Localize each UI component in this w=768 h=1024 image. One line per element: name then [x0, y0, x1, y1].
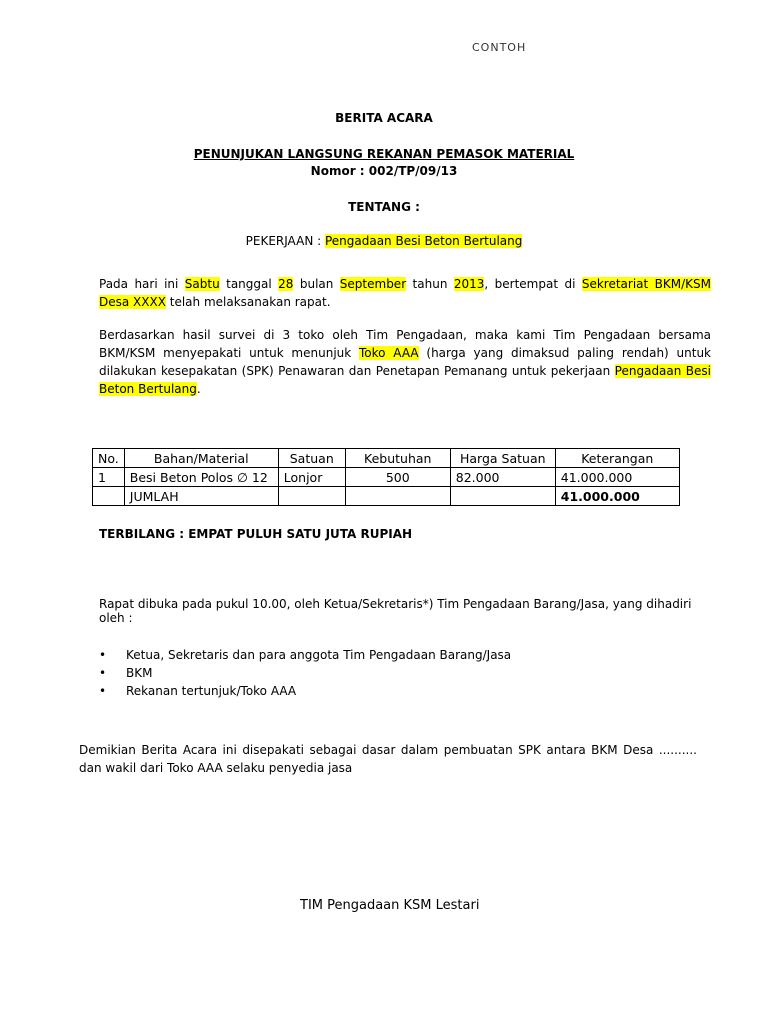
- table-cell: [345, 487, 450, 506]
- work-highlight: Pengadaan Besi Beton Bertulang: [99, 364, 711, 396]
- table-cell: [278, 487, 345, 506]
- bullet-icon: •: [99, 648, 107, 662]
- day-highlight: Sabtu: [184, 277, 220, 291]
- table-header-cell: Keterangan: [555, 449, 679, 468]
- watermark-label: CONTOH: [472, 41, 527, 54]
- table-cell: [450, 487, 555, 506]
- text: Berdasarkan hasil survei di 3 toko oleh Tim Pengadaan, maka kami Tim Pengadaan bersama BKM/KSM menyepakati untuk menunjuk: [99, 328, 711, 360]
- text: .: [196, 382, 201, 396]
- list-item-text: BKM: [126, 666, 153, 680]
- table-cell: 82.000: [450, 468, 555, 487]
- text: (harga yang dimaksud paling rendah) untuk dilakukan kesepakatan (SPK) Penawaran dan Penetapan Pemanang untuk pekerjaan: [99, 346, 711, 378]
- bullet-icon: •: [99, 684, 107, 698]
- closing-paragraph: Demikian Berita Acara ini disepakati sebagai dasar dalam pembuatan SPK antara BKM Desa .......... dan wakil dari Toko AAA selaku penyedia jasa: [79, 743, 697, 775]
- total-label: JUMLAH: [124, 487, 278, 506]
- table-cell: 500: [345, 468, 450, 487]
- table-header-cell: Harga Satuan: [450, 449, 555, 468]
- about-heading: TENTANG :: [348, 200, 420, 214]
- total-value: 41.000.000: [555, 487, 679, 506]
- text: Pada hari ini: [99, 277, 185, 291]
- table-total-row: [93, 487, 680, 506]
- document-title: BERITA ACARA: [335, 111, 433, 125]
- meeting-text: Rapat dibuka pada pukul 10.00, oleh Ketua/Sekretaris*) Tim Pengadaan Barang/Jasa, yang dihadiri oleh :: [99, 597, 692, 625]
- table-cell: 41.000.000: [555, 468, 679, 487]
- table-cell: Besi Beton Polos ∅ 12: [124, 468, 278, 487]
- table-cell: 1: [93, 468, 125, 487]
- material-table: [92, 448, 680, 506]
- text: , bertempat di: [484, 277, 582, 291]
- table-header-cell: Kebutuhan: [345, 449, 450, 468]
- spelled-amount: TERBILANG : EMPAT PULUH SATU JUTA RUPIAH: [99, 527, 413, 541]
- work-label: PEKERJAAN :: [245, 234, 325, 248]
- table-header-row: [93, 449, 680, 468]
- year-highlight: 2013: [453, 277, 485, 291]
- attendee-list: [99, 646, 511, 700]
- paragraph-survey: [99, 326, 711, 398]
- date-highlight: 28: [278, 277, 294, 291]
- text: telah melaksanakan rapat.: [165, 295, 331, 309]
- work-line: [0, 234, 768, 248]
- text: tahun: [406, 277, 454, 291]
- list-item-text: Ketua, Sekretaris dan para anggota Tim Pengadaan Barang/Jasa: [126, 648, 512, 662]
- signature-line: TIM Pengadaan KSM Lestari: [300, 898, 480, 913]
- month-highlight: September: [339, 277, 407, 291]
- list-item: [99, 646, 511, 664]
- document-number: Nomor : 002/TP/09/13: [310, 164, 458, 178]
- document-subtitle: PENUNJUKAN LANGSUNG REKANAN PEMASOK MATERIAL: [193, 147, 575, 161]
- place-highlight: Sekretariat BKM/KSM Desa XXXX: [99, 277, 711, 309]
- list-item: [99, 664, 511, 682]
- list-item: [99, 682, 511, 700]
- text: tanggal: [219, 277, 279, 291]
- table-cell: [93, 487, 125, 506]
- store-highlight: Toko AAA: [359, 346, 419, 360]
- table-cell: Lonjor: [278, 468, 345, 487]
- table-row: [93, 468, 680, 487]
- list-item-text: Rekanan tertunjuk/Toko AAA: [126, 684, 297, 698]
- text: bulan: [293, 277, 340, 291]
- bullet-icon: •: [99, 666, 107, 680]
- work-value: Pengadaan Besi Beton Bertulang: [324, 234, 523, 248]
- table-header-cell: Satuan: [278, 449, 345, 468]
- table-header-cell: No.: [93, 449, 125, 468]
- table-header-cell: Bahan/Material: [124, 449, 278, 468]
- paragraph-opening: [99, 275, 711, 311]
